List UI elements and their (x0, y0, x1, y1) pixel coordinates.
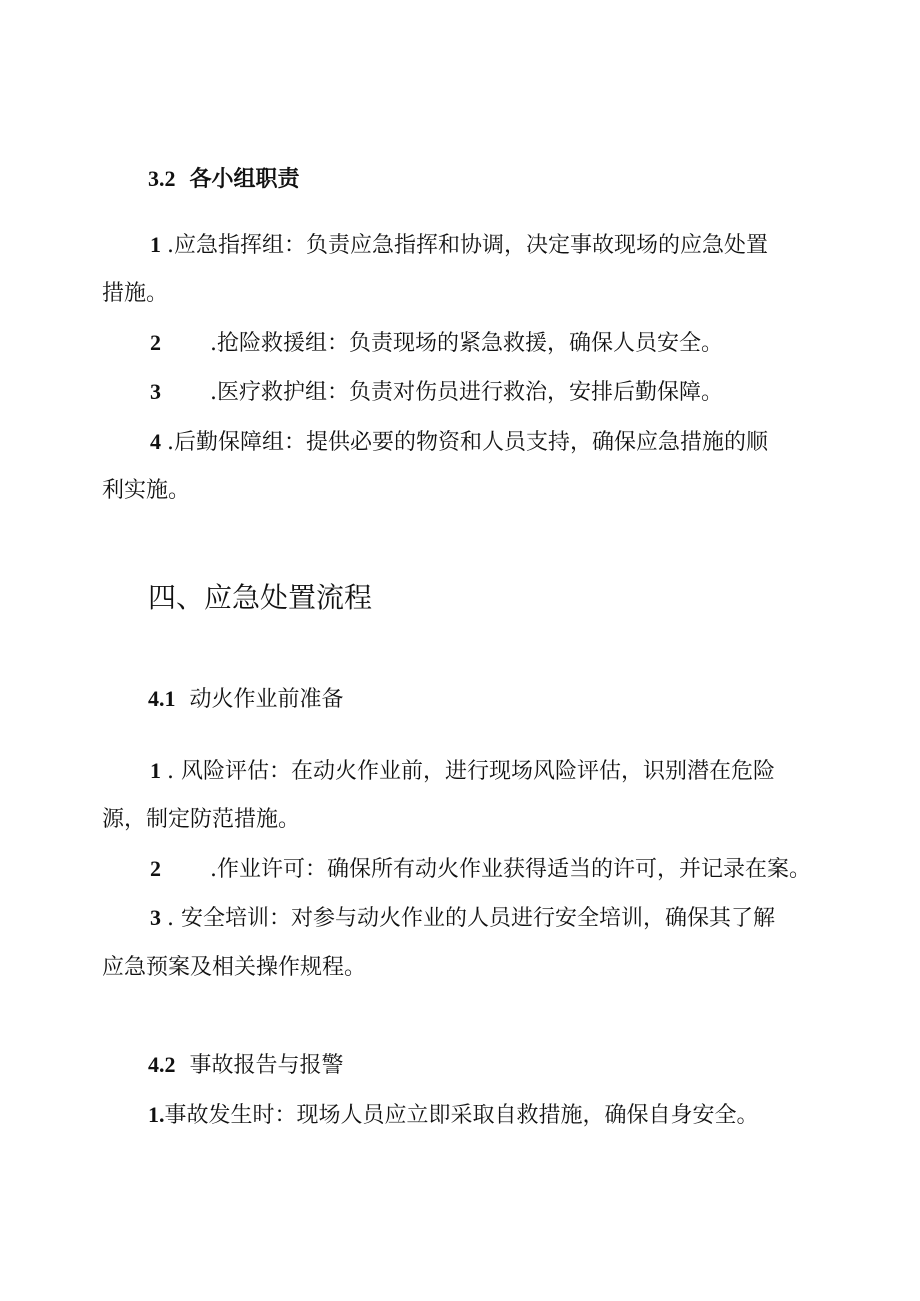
list-item-number: 1 (150, 758, 161, 783)
list-item-text: .后勤保障组：提供必要的物资和人员支持，确保应急措施的顺 (167, 430, 768, 455)
section-3-2-heading (148, 164, 300, 195)
list-item-number: 3 (150, 379, 161, 404)
list-item-text: .医疗救护组：负责对伤员进行救治，安排后勤保障。 (210, 380, 723, 405)
list-item-number: 1. (148, 1102, 165, 1127)
list-item-text: .应急指挥组：负责应急指挥和协调，决定事故现场的应急处置 (167, 233, 768, 258)
section-4-2-heading (148, 1050, 344, 1081)
list-item-3-2-1-continuation (102, 279, 168, 309)
list-item-4-1-1-continuation (102, 805, 300, 835)
list-item-number: 4 (150, 429, 161, 454)
list-item-text: 措施。 (102, 281, 169, 306)
section-number: 3.2 (148, 166, 176, 191)
section-title: 事故报告与报警 (189, 1053, 344, 1078)
list-item-3-2-4 (150, 427, 768, 458)
list-item-number: 3 (150, 905, 161, 930)
list-item-4-1-1 (150, 756, 775, 787)
list-item-4-1-3 (150, 903, 775, 934)
section-number: 4.2 (148, 1052, 176, 1077)
list-item-text: 利实施。 (102, 478, 191, 503)
list-item-3-2-4-continuation (102, 476, 190, 506)
section-title: 各小组职责 (189, 166, 300, 192)
list-item-number: 1 (150, 232, 161, 257)
list-item-text: 源，制定防范措施。 (102, 807, 301, 832)
list-item-3-2-1 (150, 230, 768, 261)
list-item-text: 事故发生时：现场人员应立即采取自救措施，确保自身安全。 (164, 1103, 759, 1128)
list-item-3-2-3 (150, 377, 723, 408)
section-4-1-heading (148, 684, 344, 715)
list-item-number: 2 (150, 856, 161, 881)
section-title: 动火作业前准备 (189, 687, 344, 712)
section-number: 4.1 (148, 686, 176, 711)
list-item-4-1-3-continuation (102, 953, 366, 983)
list-item-text: . 安全培训：对参与动火作业的人员进行安全培训，确保其了解 (167, 906, 775, 931)
chapter-title: 四、应急处置流程 (148, 581, 373, 614)
list-item-text: .抢险救援组：负责现场的紧急救援，确保人员安全。 (210, 331, 723, 356)
list-item-text: . 风险评估：在动火作业前，进行现场风险评估，识别潜在危险 (167, 759, 775, 784)
list-item-text: 应急预案及相关操作规程。 (102, 955, 367, 980)
list-item-text: .作业许可：确保所有动火作业获得适当的许可，并记录在案。 (210, 857, 811, 882)
list-item-4-2-1 (148, 1100, 759, 1131)
list-item-3-2-2 (150, 328, 723, 359)
list-item-number: 2 (150, 330, 161, 355)
list-item-4-1-2 (150, 854, 811, 885)
